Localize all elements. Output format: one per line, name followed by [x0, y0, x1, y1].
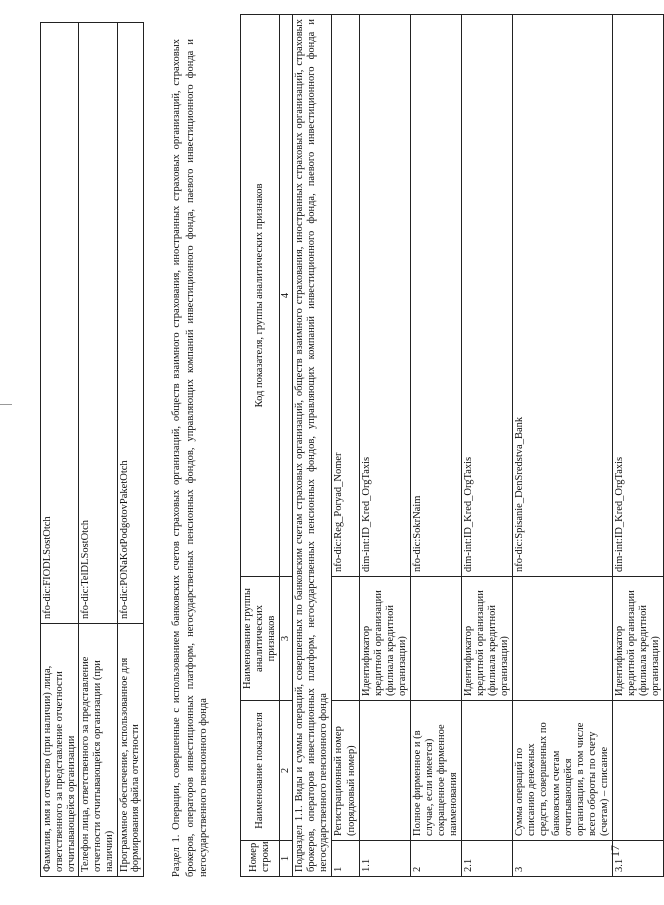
- meta-code: nfo-dic:FIODLSostOtch: [41, 23, 79, 624]
- column-number: 3: [280, 577, 293, 701]
- column-number-row: [280, 15, 293, 877]
- column-number: 1: [280, 841, 293, 877]
- row-number: 1: [332, 841, 359, 877]
- indicator-code: nfo-dic:Reg_Poryad_Nomer: [332, 15, 359, 577]
- table-row: [513, 15, 613, 877]
- row-number: 1.1: [359, 841, 410, 877]
- meta-code: nfo-dic:PONaKotPodgotovPaketOtch: [117, 23, 144, 624]
- subsection-title: Подраздел 1.1. Виды и суммы операций, совершенных по банковским счетам страховых организаций, обществ взаимного страхования, иностранных страховых организаций, страховых брокеров, операторов инвестиционных платформ, негосударственных пенсионных фондов, управляющих компаний инвестиционного фонда, паевого инвестиционного фонда и негосударственного пенсионного фонда: [293, 15, 332, 877]
- operations-table: [240, 14, 664, 877]
- indicator-name: Полное фирменное и (в случае, если имеется) сокращенное фирменное наименования: [410, 701, 461, 841]
- group-name: Идентификатор кредитной организации (филиала кредитной организации): [359, 577, 410, 701]
- indicator-code: nfo-dic:SokrNaim: [410, 15, 461, 577]
- meta-label: Телефон лица, ответственного за представление отчетности отчитывающейся организации (при наличии): [79, 624, 117, 877]
- header-code: Код показателя, группы аналитических признаков: [241, 15, 280, 577]
- indicator-name: Регистрационный номер (порядковый номер): [332, 701, 359, 841]
- subsection-row: [293, 15, 332, 877]
- table-row: [117, 23, 144, 877]
- header-indicator-name: Наименование показателя: [241, 701, 280, 841]
- indicator-name: [462, 701, 513, 841]
- meta-label: Фамилия, имя и отчество (при наличии) лица, ответственного за представление отчетности отчитывающейся организации: [41, 624, 79, 877]
- group-name: Идентификатор кредитной организации (филиала кредитной организации): [612, 577, 663, 701]
- row-number: 2: [410, 841, 461, 877]
- indicator-code: dim-int:ID_Kred_OrgTaxis: [462, 15, 513, 577]
- scan-margin-line: [0, 404, 12, 405]
- meta-label: Программное обеспечение, использованное для формирования файла отчетности: [117, 624, 144, 877]
- indicator-code: dim-int:ID_Kred_OrgTaxis: [359, 15, 410, 577]
- indicator-code: nfo-dic:Spisanie_DenSredstva_Bank: [513, 15, 613, 577]
- page-number: 17: [608, 845, 622, 857]
- column-number: 4: [280, 15, 293, 577]
- indicator-name: [359, 701, 410, 841]
- indicator-name: [612, 701, 663, 841]
- row-number: 2.1: [462, 841, 513, 877]
- indicator-name: Сумма операций по списанию денежных средств, совершенных по банковским счетам отчитывающейся организации, в том числе всего обороты по счету (счетам) – списание: [513, 701, 613, 841]
- table-row: [410, 15, 461, 877]
- row-number: 3.1: [612, 841, 663, 877]
- group-name: Идентификатор кредитной организации (филиала кредитной организации): [462, 577, 513, 701]
- group-name: [513, 577, 613, 701]
- group-name: [332, 577, 359, 701]
- table-row: [359, 15, 410, 877]
- header-row-number: Номер строки: [241, 841, 280, 877]
- table-row: [612, 15, 663, 877]
- responsible-person-table: [40, 22, 144, 877]
- indicator-code: dim-int:ID_Kred_OrgTaxis: [612, 15, 663, 577]
- table-row: [462, 15, 513, 877]
- section-heading: Раздел 1. Операции, совершенные с использованием банковских счетов страховых организаций, обществ взаимного страхования, иностранных страховых организаций, страховых брокеров, операторов инвестиционных платформ, негосударственных пенсионных фондов, управляющих компаний инвестиционного фонда, паевого инвестиционного фонда и негосударственного пенсионного фонда: [171, 39, 210, 877]
- meta-code: nfo-dic:TelDLSostOtch: [79, 23, 117, 624]
- row-number: 3: [513, 841, 613, 877]
- table-row: [41, 23, 79, 877]
- group-name: [410, 577, 461, 701]
- table-row: [332, 15, 359, 877]
- header-row: [241, 15, 280, 877]
- column-number: 2: [280, 701, 293, 841]
- header-group-name: Наименование группы аналитических признаков: [241, 577, 280, 701]
- table-row: [79, 23, 117, 877]
